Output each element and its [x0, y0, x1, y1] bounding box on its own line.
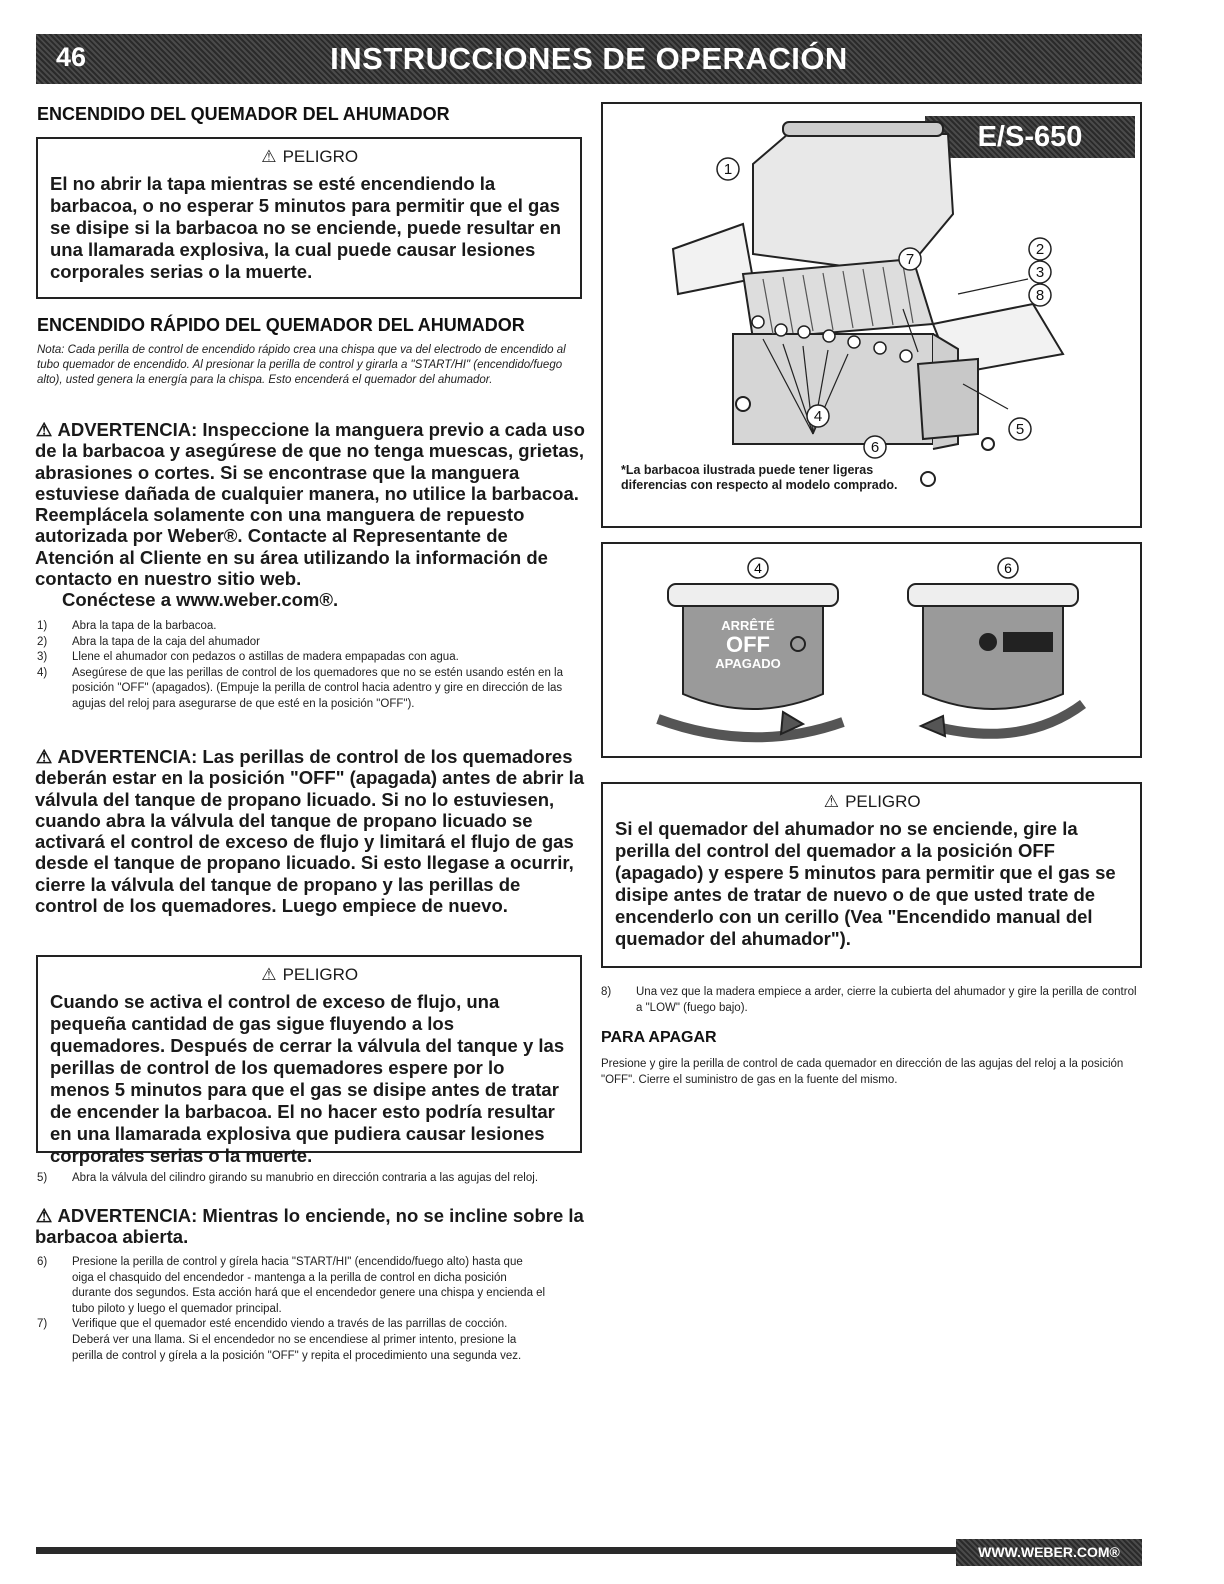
shutdown-text: Presione y gire la perilla de control de cada quemador en dirección de las agujas del reloj a la posición "OFF". Cierre el suministro de gas en la fuente del mismo. [601, 1058, 1124, 1086]
step-5: 5) Abra la válvula del cilindro girando su manubrio en dirección contraria a las agujas del reloj. [37, 1172, 539, 1184]
callout-2: 2 [1035, 241, 1045, 258]
page-title: INSTRUCCIONES DE OPERACIÓN [330, 41, 848, 76]
callout-8: 8 [1035, 287, 1045, 304]
knob-text-off: OFF [726, 632, 770, 657]
danger-text: El no abrir la tapa mientras se esté encendiendo la barbacoa, o no esperar 5 minutos para permitir que el gas se disipe si la barbacoa no se enciende, puede resultar en una llamarada explosiva, la cual puede causar lesiones corporales serias o la muerte. [50, 173, 561, 282]
warning-triangle-icon: ⚠ [261, 965, 277, 984]
list-item [37, 666, 582, 713]
callout-1: 1 [723, 161, 733, 178]
warning-label: ADVERTENCIA: [57, 419, 198, 440]
warning-triangle-icon: ⚠ [35, 1205, 53, 1226]
warning-triangle-icon: ⚠ [261, 147, 277, 166]
warning-1 [35, 419, 585, 611]
callout-4: 4 [813, 408, 823, 425]
footer-url[interactable]: WWW.WEBER.COM® [956, 1539, 1142, 1566]
warning-label: ADVERTENCIA: [57, 746, 198, 767]
list-item [37, 635, 582, 651]
warning-label: ADVERTENCIA: [57, 1205, 198, 1226]
callout-5: 5 [1015, 421, 1025, 438]
warning-triangle-icon: ⚠ [35, 419, 53, 440]
danger-text: Cuando se activa el control de exceso de flujo, una pequeña cantidad de gas sigue fluyendo a los quemadores. Después de cerrar la válvula del tanque y las perillas de control de los quemadores espere por lo menos 5 minutos para que el gas se disipe antes de tratar de encender la barbacoa. El no hacer esto podría resultar en una llamarada explosiva que pudiera causar lesiones corporales serias o la muerte. [50, 991, 565, 1166]
list-item [37, 1317, 547, 1364]
step-number: 3) [37, 651, 48, 664]
callout-3: 3 [1035, 264, 1045, 281]
warning-text: Las perillas de control de los quemadores deberán estar en la posición "OFF" (apagada) antes de abrir la válvula del tanque de propano licuado. Si no lo estuviesen, cuando abra la válvula del tanque de propano licuado se activará el control de exceso de flujo y limitará el flujo de gas desde el tanque de propano licuado. Si esto llegase a ocurrir, cierre la válvula del tanque de propano y las perillas de control de los quemadores. Luego empiece de nuevo. [35, 746, 585, 917]
danger-heading: PELIGRO [282, 147, 359, 166]
warning-triangle-icon: ⚠ [823, 792, 839, 811]
callout-6: 6 [870, 439, 880, 456]
page-number: 46 [56, 42, 87, 72]
step-text: Llene el ahumador con pedazos o astillas de madera empapadas con agua. [72, 651, 459, 664]
knob-label-6: 6 [1004, 560, 1012, 576]
knob-text-apagado: APAGADO [715, 656, 781, 671]
step-8: 8) Una vez que la madera empiece a arder, cierre la cubierta del ahumador y gire la perilla de control a "LOW" (fuego bajo). [601, 986, 1137, 1014]
danger-box-2 [36, 955, 582, 1166]
warning-2 [35, 746, 585, 916]
danger-box-1 [36, 137, 582, 299]
step-text: Verifique que el quemador esté encendido viendo a través de las parrillas de cocción. Deberá ver una llama. Si el encendedor no se encendiese al primer intento, presione la perilla de control y gírela a la posición "OFF" y repita el procedimiento una segunda vez. [72, 1318, 522, 1362]
page-header [36, 34, 1142, 84]
weber-web-link[interactable]: Conéctese a www.weber.com®. [62, 589, 339, 611]
figure-caption: *La barbacoa ilustrada puede tener ligeras diferencias con respecto al modelo comprado. [621, 463, 898, 492]
list-item [37, 1255, 547, 1317]
knob-illustration [603, 544, 1140, 756]
list-item [37, 619, 582, 635]
danger-box-3 [601, 782, 1142, 968]
step-text: Abra la tapa de la caja del ahumador [72, 635, 260, 648]
danger-text: Si el quemador del ahumador no se enciende, gire la perilla del control del quemador a la posición OFF (apagado) y espere 5 minutos para permitir que el gas se disipe antes de tratar de nuevo o de que usted trate de encenderlo con un cerillo (Vea "Encendido manual del quemador del ahumador"). [615, 818, 1116, 949]
note-text: Nota: Cada perilla de control de encendido rápido crea una chispa que va del electrodo de encendido al tubo quemador de encendido. Al presionar la perilla de control y girarla a "START/HI" (encendido/fuego alto), usted genera la energía para la chispa. Esto encenderá el quemador del ahumador. [37, 344, 566, 386]
knob-illustration-figure [601, 542, 1142, 758]
step-text: Abra la tapa de la barbacoa. [72, 620, 217, 632]
section-title-shutdown: PARA APAGAR [601, 1029, 717, 1046]
steps-list-b [37, 1255, 547, 1364]
step-number: 4) [37, 666, 48, 679]
danger-heading: PELIGRO [282, 965, 359, 984]
knob-label-4: 4 [754, 560, 762, 576]
step-text: Asegúrese de que las perillas de control de los quemadores que no se estén usando estén en la posición "OFF" (apagados). (Empuje la perilla de control hacia adentro y gire en dirección de las agujas del reloj para asegurarse de que esté en la posición "OFF"). [72, 666, 563, 710]
step-number: 6) [37, 1256, 48, 1268]
step-text: Presione la perilla de control y gírela hacia "START/HI" (encendido/fuego alto) hasta que oiga el chasquido del encendedor - mantenga a la perilla de control en dicha posición durante dos segundos. Esta acción hará que el encendedor genere una chispa y encienda el tubo piloto y luego el quemador principal. [72, 1256, 546, 1315]
step-number: 7) [37, 1318, 48, 1331]
warning-3 [35, 1205, 585, 1248]
grill-illustration-figure [601, 102, 1142, 528]
section-title-quick-lighting: ENCENDIDO RÁPIDO DEL QUEMADOR DEL AHUMADOR [37, 315, 525, 335]
step-number: 2) [37, 635, 48, 648]
list-item [37, 650, 582, 666]
model-badge: E/S-650 [925, 116, 1135, 158]
warning-text: Inspeccione la manguera previo a cada uso de la barbacoa y asegúrese de que no tenga muescas, grietas, abrasiones o cortes. Si se encontrase que la manguera estuviese dañada de cualquier manera, no utilice la barbacoa. Reemplácela solamente con una manguera de repuesto autorizada por Weber®. Contacte al Representante de Atención al Cliente en su área utilizando la información de contacto en nuestro sitio web. [35, 419, 585, 590]
warning-triangle-icon: ⚠ [35, 746, 53, 767]
section-title-smoker-lighting: ENCENDIDO DEL QUEMADOR DEL AHUMADOR [37, 104, 450, 124]
step-number: 1) [37, 620, 48, 632]
callout-7: 7 [905, 251, 915, 268]
knob-text-arrete: ARRÊTÉ [721, 618, 775, 633]
steps-list-a [37, 619, 582, 713]
warning-text: Mientras lo enciende, no se incline sobre la barbacoa abierta. [35, 1205, 584, 1248]
danger-heading: PELIGRO [845, 792, 921, 811]
